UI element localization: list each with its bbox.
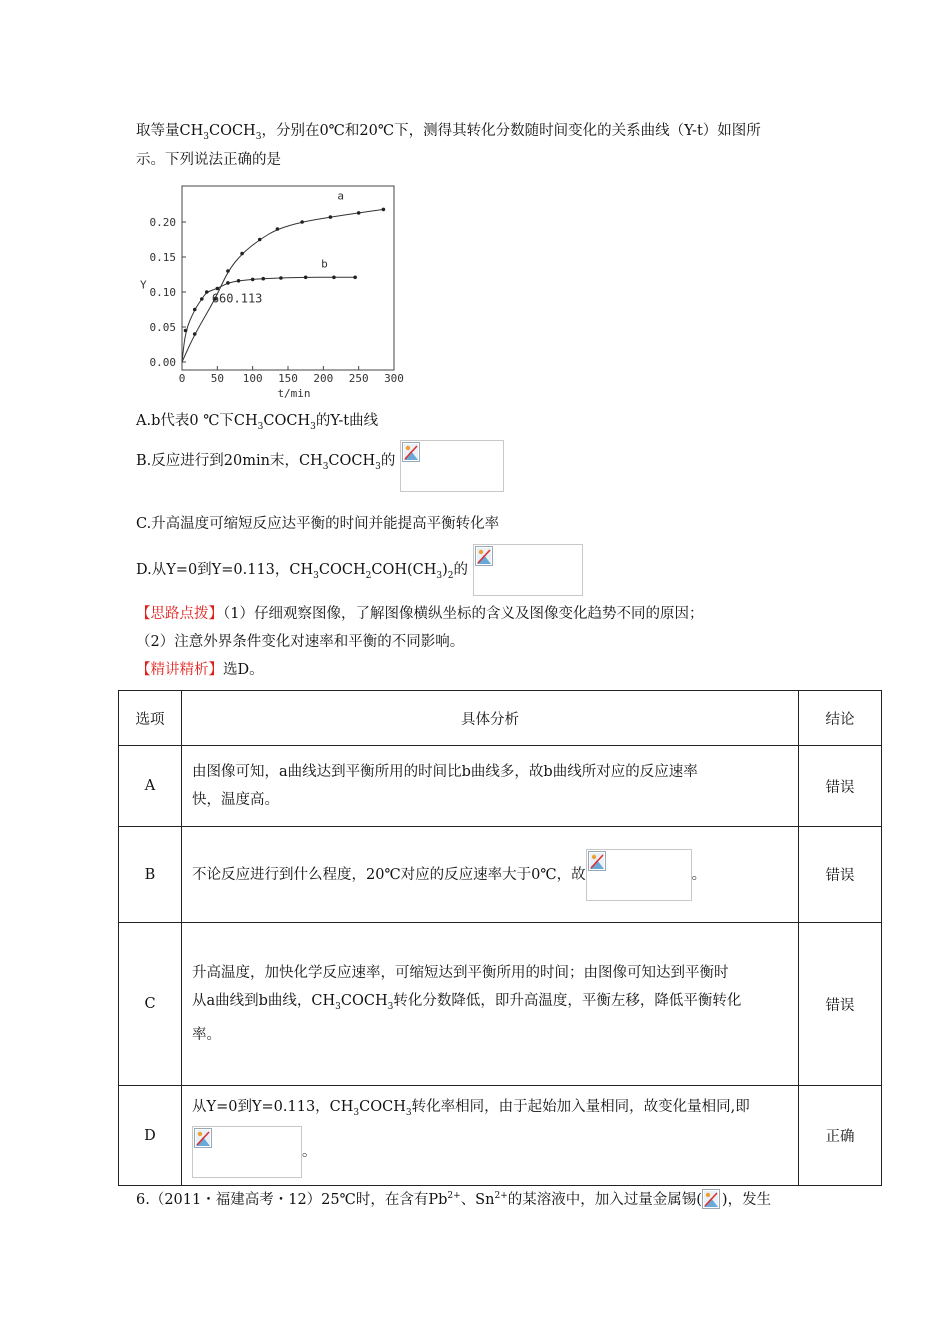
analysis-label: 【精讲精析】 [136, 662, 223, 678]
broken-formula-image [192, 1126, 302, 1178]
series-b-point [226, 281, 230, 285]
x-tick-label: 50 [210, 372, 224, 385]
series-b-point [251, 278, 255, 282]
x-axis-label: t/min [277, 387, 311, 400]
yt-chart [136, 180, 416, 400]
series-b-point [200, 297, 204, 301]
series-a-line [182, 209, 383, 362]
x-tick-label: 150 [278, 372, 298, 385]
y-tick-label: 0.15 [149, 251, 176, 264]
question-line-2: 示。下列说法正确的是 [136, 152, 281, 168]
x-tick-label: 200 [313, 372, 334, 385]
hint-line-2: （2）注意外界条件变化对速率和平衡的不同影响。 [136, 634, 465, 650]
series-b-point [279, 276, 283, 280]
y-tick-label: 0.10 [149, 286, 176, 299]
y-axis-label: Y [140, 278, 147, 292]
series-b-point [353, 276, 357, 280]
analysis-heading: 【精讲精析】选D。 [136, 662, 264, 678]
table-row: C 升高温度，加快化学反应速率，可缩短达到平衡所用的时间；由图像可知达到平衡时 从a曲线到b曲线，$CH_3COCH_3$转化分数降低，即升高温度，平衡左移，降低平衡转化 率。 错误 [119, 923, 882, 1086]
table-header-row [119, 691, 882, 746]
broken-formula-image [473, 544, 583, 596]
series-b-point [205, 290, 209, 294]
broken-formula-image [400, 440, 504, 492]
series-b-point [261, 277, 265, 281]
series-b-point [184, 329, 188, 333]
series-b-point [332, 276, 336, 280]
option-c: C.升高温度可缩短反应达平衡的时间并能提高平衡转化率 [136, 516, 500, 532]
header-analysis: 具体分析 [182, 691, 799, 746]
broken-image-icon [702, 1189, 720, 1209]
broken-image-icon [194, 1128, 212, 1148]
chart-annotation: 660.113 [211, 291, 263, 306]
series-b-point [193, 308, 197, 312]
table-row: B 不论反应进行到什么程度，20℃对应的反应速率大于0℃，故 。 错误 [119, 827, 882, 923]
series-a-point [329, 215, 333, 219]
series-b-point [304, 276, 308, 280]
series-a-point [193, 332, 197, 336]
header-result: 结论 [799, 691, 882, 746]
x-tick-label: 300 [384, 372, 404, 385]
series-b-label: b [321, 257, 328, 271]
series-a-point [240, 252, 244, 256]
series-a-point [276, 227, 280, 231]
broken-formula-image [702, 1189, 722, 1211]
table-row: D 从Y=0到Y=0.113，$CH_3COCH_3$转化率相同，由于起始加入量相同，故变化量相同,即 。 正确 [119, 1086, 882, 1186]
series-a-label: a [337, 189, 345, 203]
broken-image-icon [475, 546, 493, 566]
series-b-point [237, 279, 241, 283]
y-tick-label: 0.00 [149, 356, 176, 369]
option-a: A.b代表0 ℃下$CH_3COCH_3$的Y-t曲线 [136, 413, 379, 432]
series-a-point [382, 208, 386, 212]
broken-image-icon [588, 851, 606, 871]
x-tick-label: 100 [242, 372, 263, 385]
series-b-point [216, 287, 220, 291]
next-question: 6.（2011・福建高考・12）25℃时，在含有$Pb^{2+}$、$Sn^{2+}$的某溶液中，加入过量金属锡( )，发生 [136, 1186, 771, 1211]
x-tick-label: 0 [178, 372, 186, 385]
table-row: A 由图像可知，a曲线达到平衡所用的时间比b曲线多，故b曲线所对应的反应速率 快，温度高。 错误 [119, 746, 882, 827]
series-a-point [258, 238, 262, 242]
broken-image-icon [402, 442, 420, 462]
series-a-point [357, 211, 361, 215]
question-line-1: 取等量$CH_3COCH_3$，分别在0℃和20℃下，测得其转化分数随时间变化的关系曲线（Y-t）如图所 [136, 123, 761, 142]
x-tick-label: 250 [348, 372, 369, 385]
hint-label: 【思路点拨】 [136, 606, 223, 622]
analysis-table [118, 690, 882, 1186]
header-option: 选项 [119, 691, 182, 746]
series-b-line [182, 277, 355, 362]
option-b: B.反应进行到20min末，$CH_3COCH_3$的 [136, 448, 504, 492]
y-tick-label: 0.20 [149, 216, 176, 229]
broken-formula-image [586, 849, 692, 901]
series-a-point [226, 269, 230, 273]
y-tick-label: 0.05 [149, 321, 176, 334]
hint-line-1: 【思路点拨】（1）仔细观察图像，了解图像横纵坐标的含义及图像变化趋势不同的原因； [136, 606, 704, 622]
series-a-point [300, 220, 304, 224]
option-d: D.从Y=0到Y=0.113，$CH_3COCH_2COH(CH_3)_2$的 [136, 560, 583, 596]
